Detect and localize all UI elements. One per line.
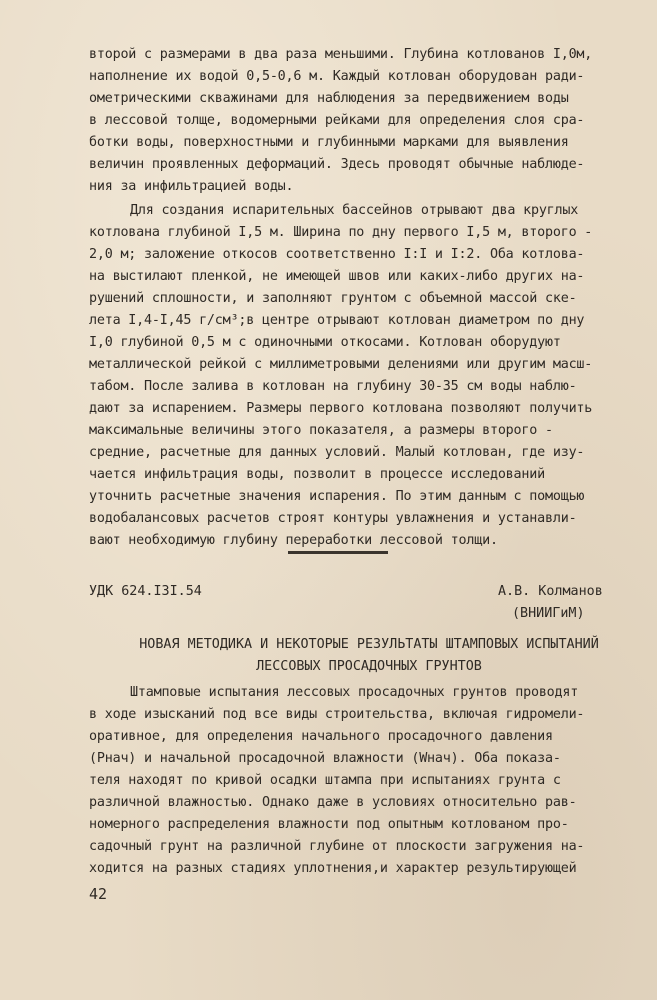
paragraph-line: чается инфильтрация воды, позволит в процессе исследований	[89, 467, 545, 482]
paragraph-line: ометрическими скважинами для наблюдения за передвижением воды	[89, 91, 569, 106]
paragraph-line: в лессовой толще, водомерными рейками для определения слоя сра-	[89, 113, 585, 128]
paragraph-line: рушений сплошности, и заполняют грунтом с объемной массой ске-	[89, 291, 577, 306]
article-title-line: НОВАЯ МЕТОДИКА И НЕКОТОРЫЕ РЕЗУЛЬТАТЫ ШТАМПОВЫХ ИСПЫТАНИЙ	[139, 637, 599, 652]
article-body-line: теля находят по кривой осадки штампа при испытаниях грунта с	[89, 773, 561, 788]
article-body-line: номерного распределения влажности под опытным котлованом про-	[89, 817, 569, 832]
paragraph-line: величин проявленных деформаций. Здесь проводят обычные наблюде-	[89, 157, 585, 172]
section-divider	[288, 551, 388, 554]
paragraph-line: 2,0 м; заложение откосов соответственно I:I и I:2. Оба котлова-	[89, 247, 585, 262]
udk-code: УДК 624.I3I.54	[89, 584, 202, 599]
author-name: А.В. Колманов	[498, 584, 603, 599]
paragraph-line: второй с размерами в два раза меньшими. Глубина котлованов I,0м,	[89, 47, 593, 62]
paragraph-line: дают за испарением. Размеры первого котлована позволяют получить	[89, 401, 593, 416]
article-body-line: Штамповые испытания лессовых просадочных грунтов проводят	[130, 685, 579, 700]
paragraph-line: средние, расчетные для данных условий. Малый котлован, где изу-	[89, 445, 585, 460]
article-body-line: (Pнач) и начальной просадочной влажности (Wнач). Оба показа-	[89, 751, 561, 766]
paragraph-line: ботки воды, поверхностными и глубинными марками для выявления	[89, 135, 569, 150]
author-affiliation: (ВНИИГиМ)	[512, 606, 585, 621]
article-title-line: ЛЕССОВЫХ ПРОСАДОЧНЫХ ГРУНТОВ	[256, 659, 482, 674]
article-body-line: оративное, для определения начального просадочного давления	[89, 729, 553, 744]
paragraph-line: вают необходимую глубину переработки лессовой толщи.	[89, 533, 498, 548]
paragraph-line: водобалансовых расчетов строят контуры увлажнения и устанавли-	[89, 511, 577, 526]
article-body-line: в ходе изысканий под все виды строительства, включая гидромели-	[89, 707, 585, 722]
article-body-line: садочный грунт на различной глубине от плоскости загружения на-	[89, 839, 585, 854]
paragraph-line: табом. После залива в котлован на глубину 30-35 см воды наблю-	[89, 379, 577, 394]
paragraph-line: уточнить расчетные значения испарения. По этим данным с помощью	[89, 489, 585, 504]
page-number: 42	[89, 885, 108, 903]
paragraph-line: максимальные величины этого показателя, а размеры второго -	[89, 423, 553, 438]
paragraph-line: ния за инфильтрацией воды.	[89, 179, 294, 194]
article-body-line: ходится на разных стадиях уплотнения,и характер результирующей	[89, 861, 577, 876]
paragraph-line: котлована глубиной I,5 м. Ширина по дну первого I,5 м, второго -	[89, 225, 593, 240]
paragraph-line: наполнение их водой 0,5-0,6 м. Каждый котлован оборудован ради-	[89, 69, 585, 84]
paragraph-line: лета I,4-I,45 г/см³;в центре отрывают котлован диаметром по дну	[89, 313, 585, 328]
article-body-line: различной влажностью. Однако даже в условиях относительно рав-	[89, 795, 577, 810]
paragraph-line: Для создания испарительных бассейнов отрывают два круглых	[130, 203, 579, 218]
paragraph-line: на выстилают пленкой, не имеющей швов или каких-либо других на-	[89, 269, 585, 284]
paragraph-line: металлической рейкой с миллиметровыми делениями или другим масш-	[89, 357, 593, 372]
paragraph-line: I,0 глубиной 0,5 м с одиночными откосами. Котлован оборудуют	[89, 335, 561, 350]
